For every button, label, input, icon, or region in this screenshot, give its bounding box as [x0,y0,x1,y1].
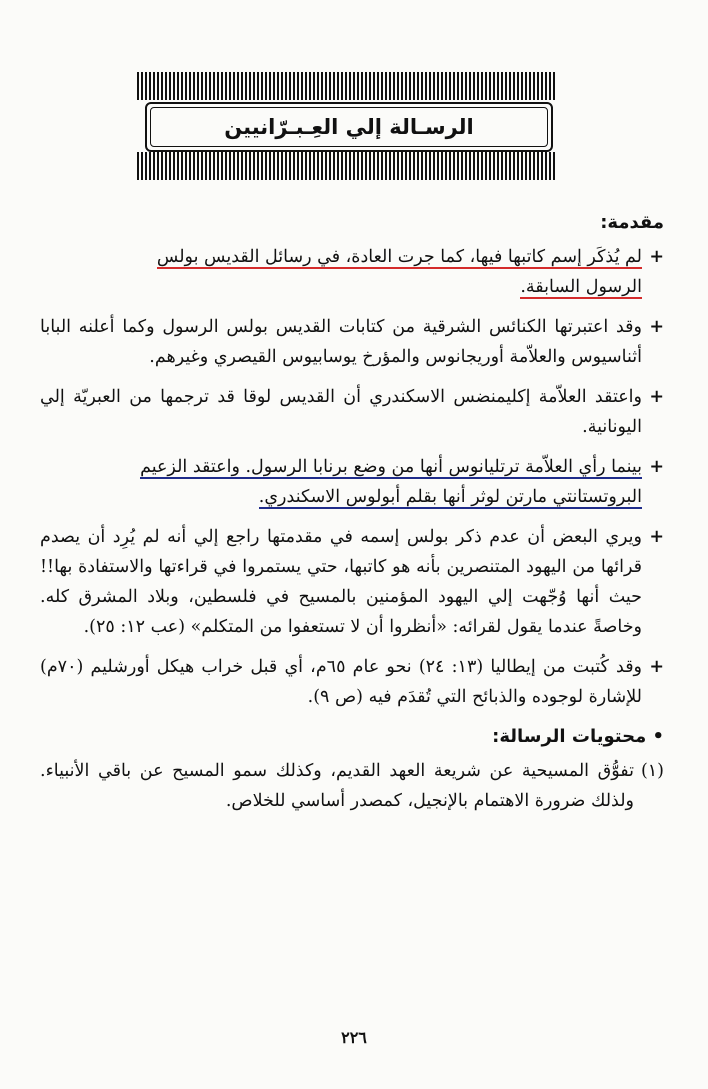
plus-marker: + [649,657,664,677]
list-item [40,242,664,302]
text-body [40,208,664,816]
underlined-text-red: الرسول السابقة. [520,277,642,297]
page-title: الرسـالة إلي العِـبـرّانيين [150,107,548,147]
list-item [40,522,664,642]
underlined-text-red: لم يُذكَر إسم كاتبها فيها، كما جرت العادة، في رسائل القديس بولس [156,247,642,267]
underlined-text-blue: البروتستانتي مارتن لوثر أنها بقلم أبولوس الاسكندري. [258,487,642,507]
item-text: وقد كُتبت من إيطاليا (١٣: ٢٤) نحو عام ٦٥م، أي قبل خراب هيكل أورشليم (٧٠م) للإشارة لوجوده والذبائح التي تُقدَم فيه (ص ٩). [40,657,643,707]
intro-heading: مقدمة: [600,212,664,233]
plus-marker: + [649,387,664,407]
list-item [40,652,664,712]
title-banner [137,72,557,180]
number-marker: (١) [640,761,664,781]
bottom-decorative-border [137,152,557,180]
contents-heading: • محتويات الرسالة: [492,726,664,747]
underlined-text-blue: بينما رأي العلاّمة ترتليانوس أنها من وضع برنابا الرسول. واعتقد الزعيم [140,457,642,477]
list-item [40,452,664,512]
title-frame [145,102,553,152]
plus-marker: + [649,247,664,267]
list-item [40,312,664,372]
page-number: ٢٢٦ [341,1028,367,1047]
top-decorative-border [137,72,557,100]
plus-marker: + [649,317,664,337]
list-item [40,382,664,442]
plus-marker: + [649,527,664,547]
item-text: ويري البعض أن عدم ذكر بولس إسمه في مقدمتها راجع إلي أنه لم يُرِد أن يصدم قرائها من اليهود المتنصرين بأنه هو كاتبها، حتي يستمروا في قراءتها والاستفادة بها!! حيث أنها وُجّهت إلي اليهود المؤمنين بالمسيح في فلسطين، وبلاد المشرق كله. وخاصةً عندما يقول لقرائه: «أنظروا أن لا تستعفوا من المتكلم» (عب ١٢: ٢٥). [40,527,642,637]
numbered-item [40,756,664,816]
item-text: واعتقد العلاّمة إكليمنضس الاسكندري أن القديس لوقا قد ترجمها من العبريّة إلي اليونانية. [40,387,642,437]
item-text: وقد اعتبرتها الكنائس الشرقية من كتابات القديس بولس الرسول وكما أعلنه البابا أثناسيوس والعلاّمة أوريجانوس والمؤرخ يوسابيوس القيصري وغيرهم. [40,317,642,367]
item-text: تفوُّق المسيحية عن شريعة العهد القديم، وكذلك سمو المسيح عن باقي الأنبياء. ولذلك ضرورة الاهتمام بالإنجيل، كمصدر أساسي للخلاص. [40,761,634,811]
plus-marker: + [649,457,664,477]
